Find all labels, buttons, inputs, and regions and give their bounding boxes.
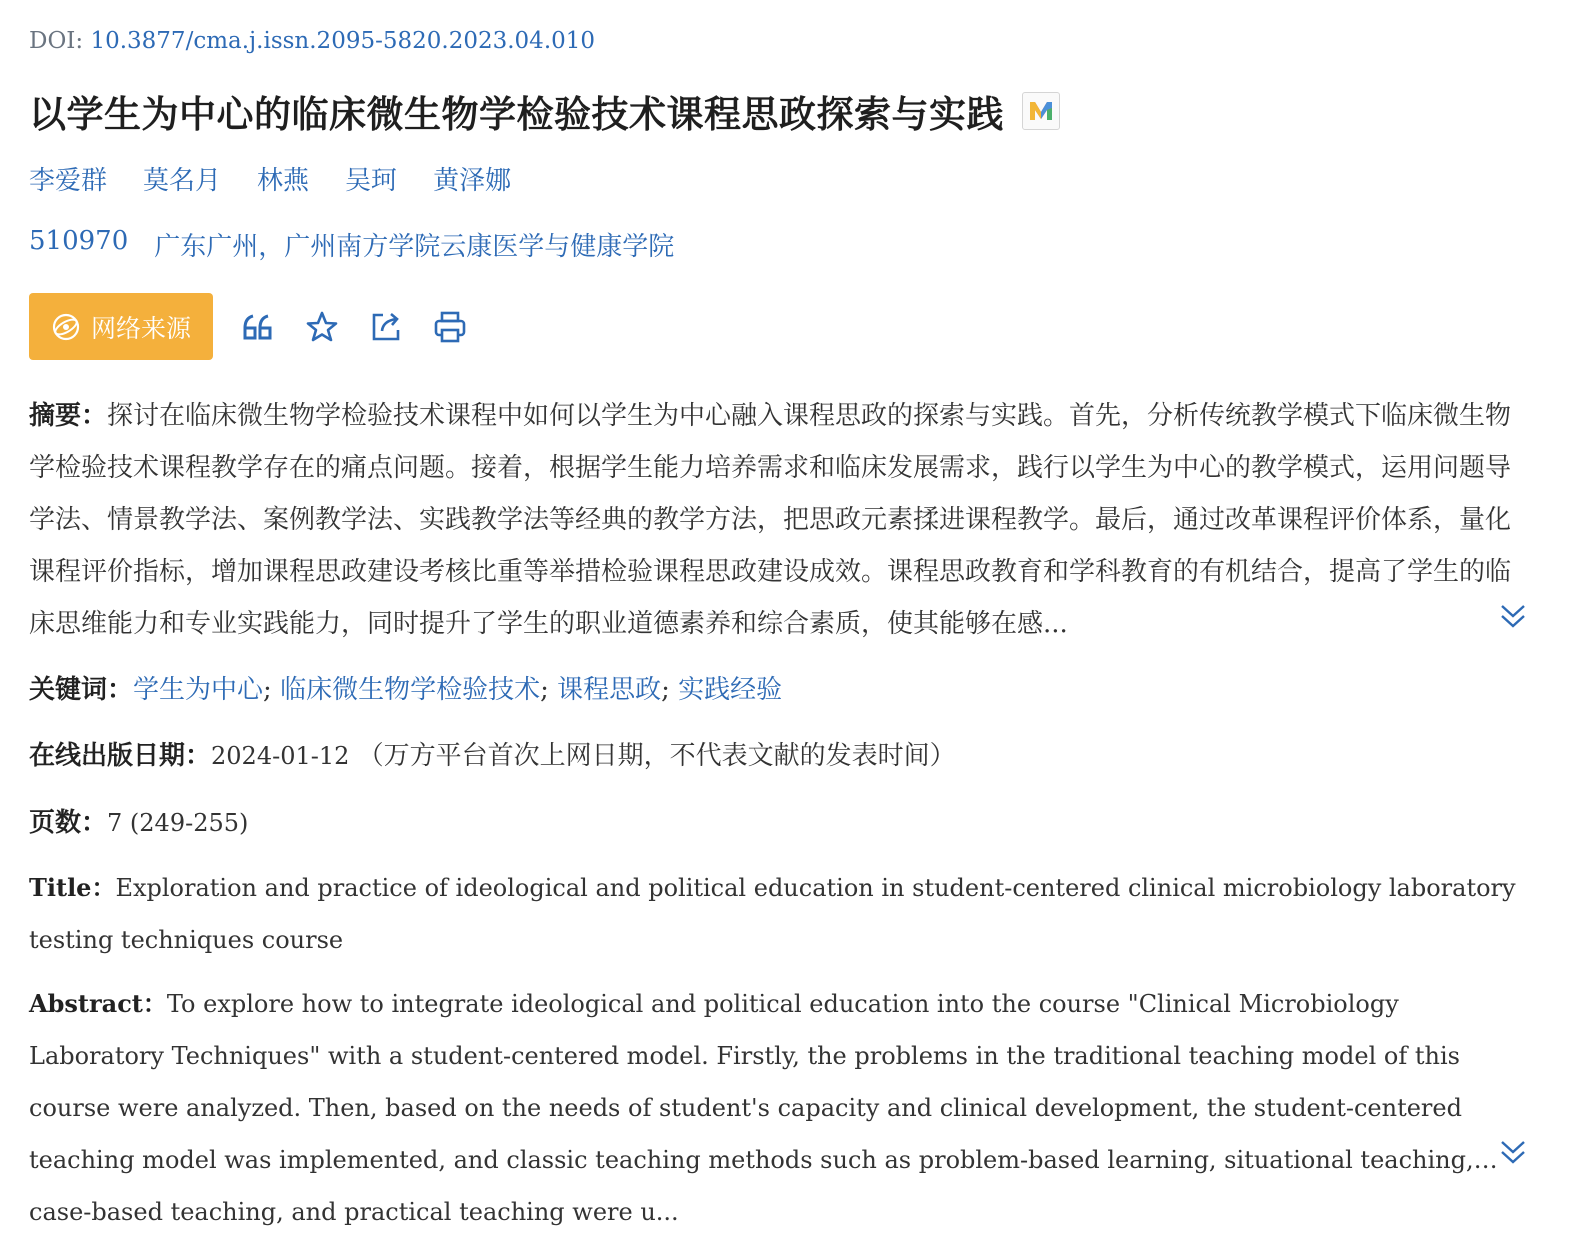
affiliation-postcode: 510970: [29, 226, 129, 256]
online-date-value: 2024-01-12: [211, 742, 350, 770]
abstract-text: 探讨在临床微生物学检验技术课程中如何以学生为中心融入课程思政的探索与实践。首先，分析传统教学模式下临床微生物学检验技术课程教学存在的痛点问题。接着，根据学生能力培养需求和临床发展需求，践行以学生为中心的教学模式，运用问题导学法、情景教学法、案例教学法、实践教学法等经典的教学方法，把思政元素揉进课程教学。最后，通过改革课程评价体系，量化课程评价指标，增加课程思政建设考核比重等举措检验课程思政建设成效。课程思政教育和学科教育的有机结合，提高了学生的临床思维能力和专业实践能力，同时提升了学生的职业道德素养和综合素质，使其能够在感...: [29, 401, 1512, 639]
web-source-label: 网络来源: [90, 313, 191, 343]
article-title: 以学生为中心的临床微生物学检验技术课程思政探索与实践: [29, 92, 1004, 136]
print-icon[interactable]: [431, 308, 469, 346]
author-link[interactable]: 黄泽娜: [433, 166, 512, 196]
online-date-note: （万方平台首次上网日期，不代表文献的发表时间）: [357, 741, 956, 771]
m-logo-icon[interactable]: [1022, 92, 1060, 130]
globe-icon: [51, 312, 81, 342]
english-abstract-label: Abstract：: [29, 989, 167, 1018]
keyword-link[interactable]: 临床微生物学检验技术: [280, 675, 541, 705]
keywords-label: 关键词：: [29, 675, 134, 705]
author-link[interactable]: 吴珂: [345, 166, 398, 196]
english-abstract-text: To explore how to integrate ideological and political education into the course "Clinical Microbiology Laboratory Techniques" with a student-centered model. Firstly, the problems in the traditional teaching model of this course were analyzed. Then, based on the needs of student's capacity and clinical development, the student-centered teaching model was implemented, and classic teaching methods such as problem-based learning, situational teaching, case-based teaching, and practical teaching were u...: [29, 990, 1474, 1226]
doi-link[interactable]: 10.3877/cma.j.issn.2095-5820.2023.04.010: [90, 28, 596, 54]
action-toolbar: [29, 293, 469, 360]
affiliation-link[interactable]: 广东广州，广州南方学院云康医学与健康学院: [154, 232, 675, 262]
keyword-link[interactable]: 学生为中心: [133, 675, 264, 705]
abstract-label: 摘要：: [29, 401, 108, 431]
keyword-link[interactable]: 课程思政: [557, 675, 662, 705]
quote-icon[interactable]: [239, 308, 277, 346]
author-list: [29, 160, 511, 197]
doi-line: [29, 28, 595, 54]
online-date-line: [29, 730, 1534, 782]
pages-line: [29, 797, 1534, 849]
web-source-button[interactable]: [29, 293, 213, 360]
author-link[interactable]: 林燕: [257, 166, 310, 196]
m-logo-graphic: [1028, 100, 1054, 122]
expand-chevron-icon[interactable]: [1496, 1138, 1530, 1168]
online-date-label: 在线出版日期：: [29, 741, 212, 771]
keywords-line: 关键词：学生为中心; 临床微生物学检验技术; 课程思政; 实践经验: [29, 675, 783, 705]
keyword-link[interactable]: 实践经验: [678, 675, 783, 705]
abstract-chinese: [29, 390, 1534, 650]
abstract-english: [29, 978, 1534, 1226]
author-link[interactable]: 莫名月: [143, 166, 222, 196]
english-title-label: Title：: [29, 873, 116, 902]
star-icon[interactable]: [303, 308, 341, 346]
doi-label: DOI:: [29, 28, 91, 54]
expand-chevron-icon[interactable]: [1496, 602, 1530, 632]
share-icon[interactable]: [367, 308, 405, 346]
pages-label: 页数：: [29, 808, 108, 838]
english-title: [29, 862, 1534, 966]
author-link[interactable]: 李爱群: [29, 166, 108, 196]
title-row: [29, 84, 1060, 138]
affiliation: [29, 226, 674, 263]
english-title-text: Exploration and practice of ideological and political education in student-centered clinical microbiology laboratory testing techniques course: [29, 874, 1516, 954]
pages-value: 7 (249-255): [107, 809, 249, 837]
